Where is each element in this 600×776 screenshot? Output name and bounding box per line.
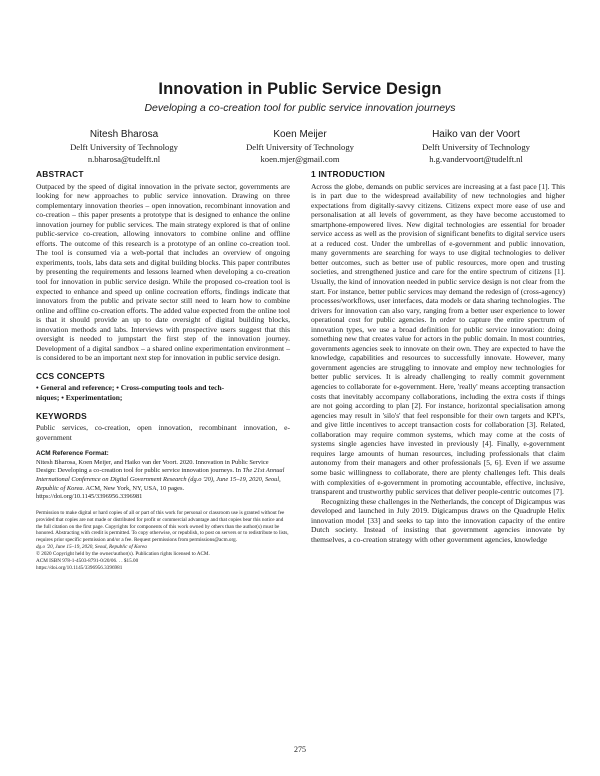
author-email: koen.mjer@gmail.com [260,154,340,164]
page-number: 275 [294,745,306,754]
author-3 [388,129,564,165]
author-name: Koen Meijer [273,129,327,140]
paper-subtitle: Developing a co-creation tool for public service innovation journeys [144,102,456,114]
acm-reference-text [36,459,290,502]
author-name: Nitesh Bharosa [89,129,159,140]
doi-line: https://doi.org/10.1145/3396956.3396981 [36,564,123,571]
ccs-heading: CCS CONCEPTS [36,370,105,381]
left-column [36,170,290,572]
author-name: Haiko van der Voort [432,129,520,140]
permission-text: Permission to make digital or hard copies of all or part of this work for personal or classroom use is granted without fee provided that copies are not made or distributed for profit or commercial advantage and that copies bear this notice and the full citation on the first page. Copyrights for components of this work owned by others than the author(s) must be honored. Abstracting with credit is permitted. To copy otherwise, or republish, to post on servers or to redistribute to lists, requires prior specific permission and/or a fee. Request permissions from permissions@acm.org. [36,509,289,544]
abstract-heading: ABSTRACT [36,169,84,179]
introduction-paragraph-1: Across the globe, demands on public services are increasing at a fast pace [1]. This is in part due to the widespread availability of new technologies and higher expectations from digitally-savvy citizens. Citizens expect more ease of use and personalisation at all levels of government, as they have become accustomed to smartphone-empowered lives. New digital technologies are essential for broader service access as well as the provision of significant benefits to digital service users at a reduced cost. Under the umbrellas of e-government and public innovation, many governments are searching for ways to use digital technologies to deliver better outcomes, such as better use of public resources, more open and trusting societies, and strengthened justice and care for the entire spectrum of citizens [1]. Usually, the kind of innovation needed in public service design is not clear from the start. For instance, better public services may demand the redesign of (cross-agency) processes/workflows, user interfaces, data models or data sharing technologies. The drivers for innovation can also vary, ranging from a better user experience to lower operational cost for public agencies. In order to capture the entire spectrum of innovation types, we use a broad definition for public service innovation: doing something new that creates value for actors in the public domain. In most countries, governments agencies seek to innovate on their own. They are expected to have the knowledge, capabilities and resources to successfully innovate. However, many government agencies are struggling to innovate and employ new technologies for better public services. It is already challenging to really commit government agencies to collaborate for e-government. Here, 'really' means accepting transaction costs that inevitably accompany collaborations, including the extra costs if things are not going according to plan [2]. For instance, horizontal specialisation among agencies may result in 'silo's' that feel responsible for their own targets and KPI's, and give little incentives to accept transaction costs for collaboration [3]. Related, collaboration may require common systems, which may come at the costs of systems single agencies have invested in previously [4]. Finally, e-government requires large amounts of human resources, including professionals that claim autonomy from their managers and other professionals [5, 6]. Even if we assume some basic willingness to collaborate, there are plenty challenges left. This deals with complexities of e-government in promoting accountable, effective, inclusive, transparent and trustworthy public services that deliver people-centric outcomes [7]. [311,181,565,497]
abstract-text: Outpaced by the speed of digital innovation in the private sector, governments are looking for new approaches to public service innovation. Drawing on three complementary innovation theories – open innovation, recombinant innovation and co-creation – this paper presents a prototype that is designed to enhance the online innovation journey for public services. The main strategy explored is that of online public-service co-creation, allowing innovators to combine online and offline efforts. The outcome of this research is a prototype of an online co-creation tool. The tool is consumed via a web-portal that includes an overview of ongoing experiments, tools, labs data sets and digital building blocks. This paper contributes by presenting the requirements and lessons learned when developing a co-creation tool for innovation in public service design. While the proposed co-creation tool is expected to enhance and speed up online cocreation efforts, findings indicate that innovators from the public and private sector still need to learn how to combine online and offline co-creation efforts. The added value expected from the online tool is that it should provide an up to date oversight of digital building blocks, innovation methods and labs. Interviews with prospective users suggest that this oversight is needed to jumpstart the first step of the innovation journey. Development of a digital sandbox – a shared online experimentation environment – is considered to be an important next step for innovation in public service design. [36,181,290,363]
author-affiliation: Delft University of Technology [246,142,354,152]
permission-venue: dg.o '20, June 15–19, 2020, Seoul, Republic of Korea [36,544,147,551]
acm-reference-part-2: ACM, New York, NY, USA, 10 pages. https://doi.org/10.1145/3396956.3396981 [36,484,185,501]
keywords-text: Public services, co-creation, open innovation, recombinant innovation, e-government [36,423,290,442]
acm-reference-venue: The 21st Annual International Conference on Digital Government Research (dg.o '20), June 15–19, 2020, Seoul, Republic of Korea. [36,467,285,492]
isbn-line: ACM ISBN 978-1-4503-8791-0/20/06. . . $15.00 [36,558,139,565]
author-affiliation: Delft University of Technology [422,142,530,152]
paper-title: Innovation in Public Service Design [158,80,442,98]
author-affiliation: Delft University of Technology [70,142,178,152]
introduction-paragraph-2: Recognizing these challenges in the Netherlands, the concept of Digicampus was developed and launched in July 2019. Digicampus draws on the Quadruple Helix innovation model [33] and seeks to tap into the innovation capacity of the entire Dutch society. Instead of insisting that government agencies innovate by themselves, a co-creation strategy with other government agencies, knowledge [311,496,565,544]
introduction-heading: 1 INTRODUCTION [311,169,385,179]
author-email: n.bharosa@tudelft.nl [87,154,161,164]
ccs-concepts [36,383,290,402]
right-column [311,170,565,544]
permission-notice [36,510,290,572]
keywords-heading: KEYWORDS [36,410,87,421]
author-email: h.g.vandervoort@tudelft.nl [429,154,523,164]
ccs-line-2: niques; • Experimentation; [36,393,123,403]
copyright-line: © 2020 Copyright held by the owner/author(s). Publication rights licensed to ACM. [36,551,210,558]
author-1 [36,129,212,165]
acm-reference-part-1: Nitesh Bharosa, Koen Meijer, and Haiko van der Voort. 2020. Innovation in Public Service Design: Developing a co-creation tool for public service innovation journeys. In [36,458,269,475]
author-2 [212,129,388,165]
author-block [36,129,564,165]
acm-reference-heading: ACM Reference Format: [36,450,109,458]
ccs-line-1: • General and reference; • Cross-computing tools and tech- [36,383,225,393]
